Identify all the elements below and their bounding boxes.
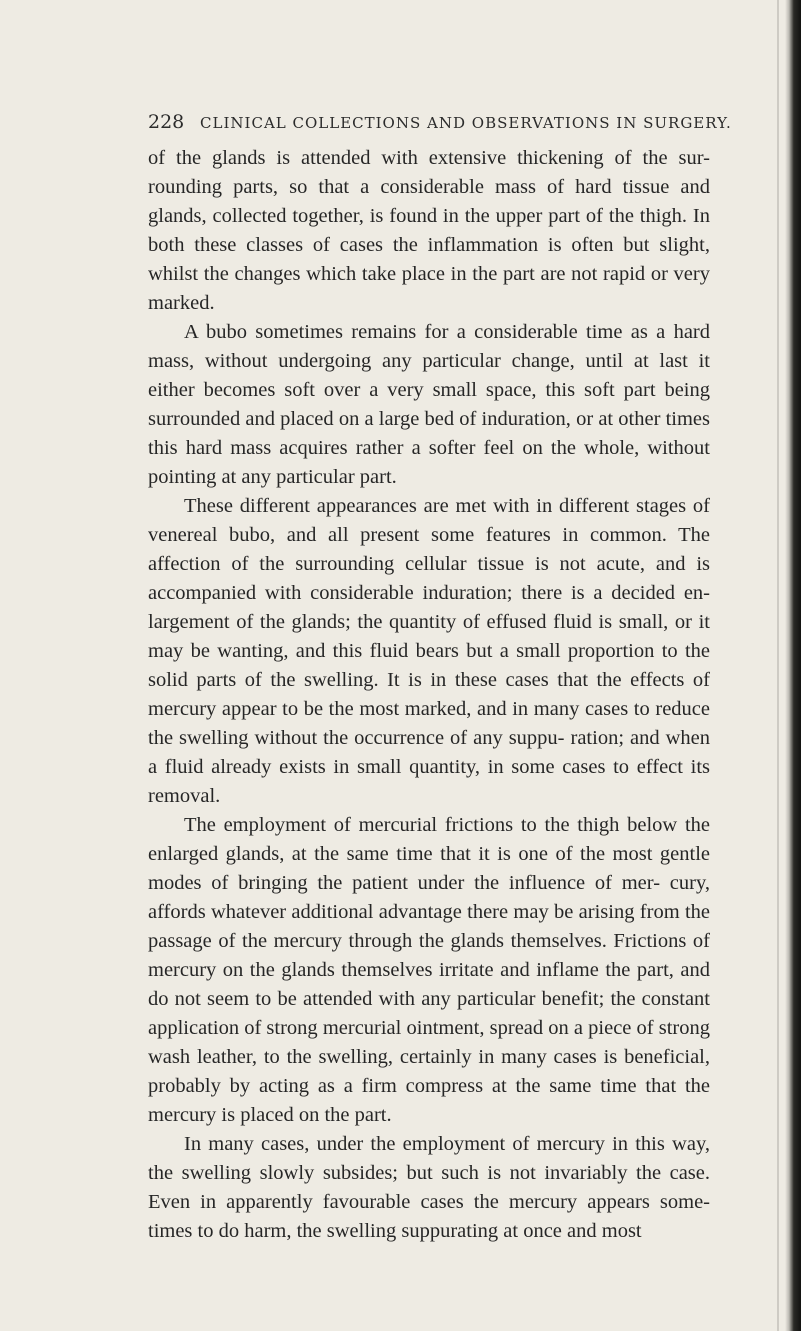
running-title: CLINICAL COLLECTIONS AND OBSERVATIONS IN SURGERY. <box>200 114 732 132</box>
paragraph-1: of the glands is attended with extensive thickening of the sur- rounding parts, so that a considerable mass of hard tissue and glands, collected together, is found in the upper part of the thigh. In both these classes of cases the inflammation is often but slight, whilst the changes which take place in the part are not rapid or very marked. <box>148 147 710 314</box>
running-head <box>148 111 732 133</box>
page-edge-shadow <box>785 0 801 1331</box>
paragraph-4: The employment of mercurial frictions to the thigh below the enlarged glands, at the same time that it is one of the most gentle modes of bringing the patient under the influence of mer- cury, affords whatever additional advantage there may be arising from the passage of the mercury through the glands themselves. Frictions of mercury on the glands themselves irritate and inflame the part, and do not seem to be attended with any particular benefit; the constant application of strong mercurial ointment, spread on a piece of strong wash leather, to the swelling, certainly in many cases is beneficial, probably by acting as a firm compress at the same time that the mercury is placed on the part. <box>148 814 710 1126</box>
paragraph-5: In many cases, under the employment of mercury in this way, the swelling slowly subsides; but such is not invariably the case. Even in apparently favourable cases the mercury appears some- times to do harm, the swelling suppurating at once and most <box>148 1133 710 1242</box>
paragraph-2: A bubo sometimes remains for a considerable time as a hard mass, without undergoing any particular change, until at last it either becomes soft over a very small space, this soft part being surrounded and placed on a large bed of induration, or at other times this hard mass acquires rather a softer feel on the whole, without pointing at any particular part. <box>148 321 710 488</box>
body-text <box>148 144 710 1246</box>
paragraph-3: These different appearances are met with in different stages of venereal bubo, and all present some features in common. The affection of the surrounding cellular tissue is not acute, and is accompanied with considerable induration; there is a decided en- largement of the glands; the quantity of effused fluid is small, or it may be wanting, and this fluid bears but a small proportion to the solid parts of the swelling. It is in these cases that the effects of mercury appear to be the most marked, and in many cases to reduce the swelling without the occurrence of any suppu- ration; and when a fluid already exists in small quantity, in some cases to effect its removal. <box>148 495 710 807</box>
page-number: 228 <box>148 111 185 133</box>
page-gutter-line <box>777 0 779 1331</box>
